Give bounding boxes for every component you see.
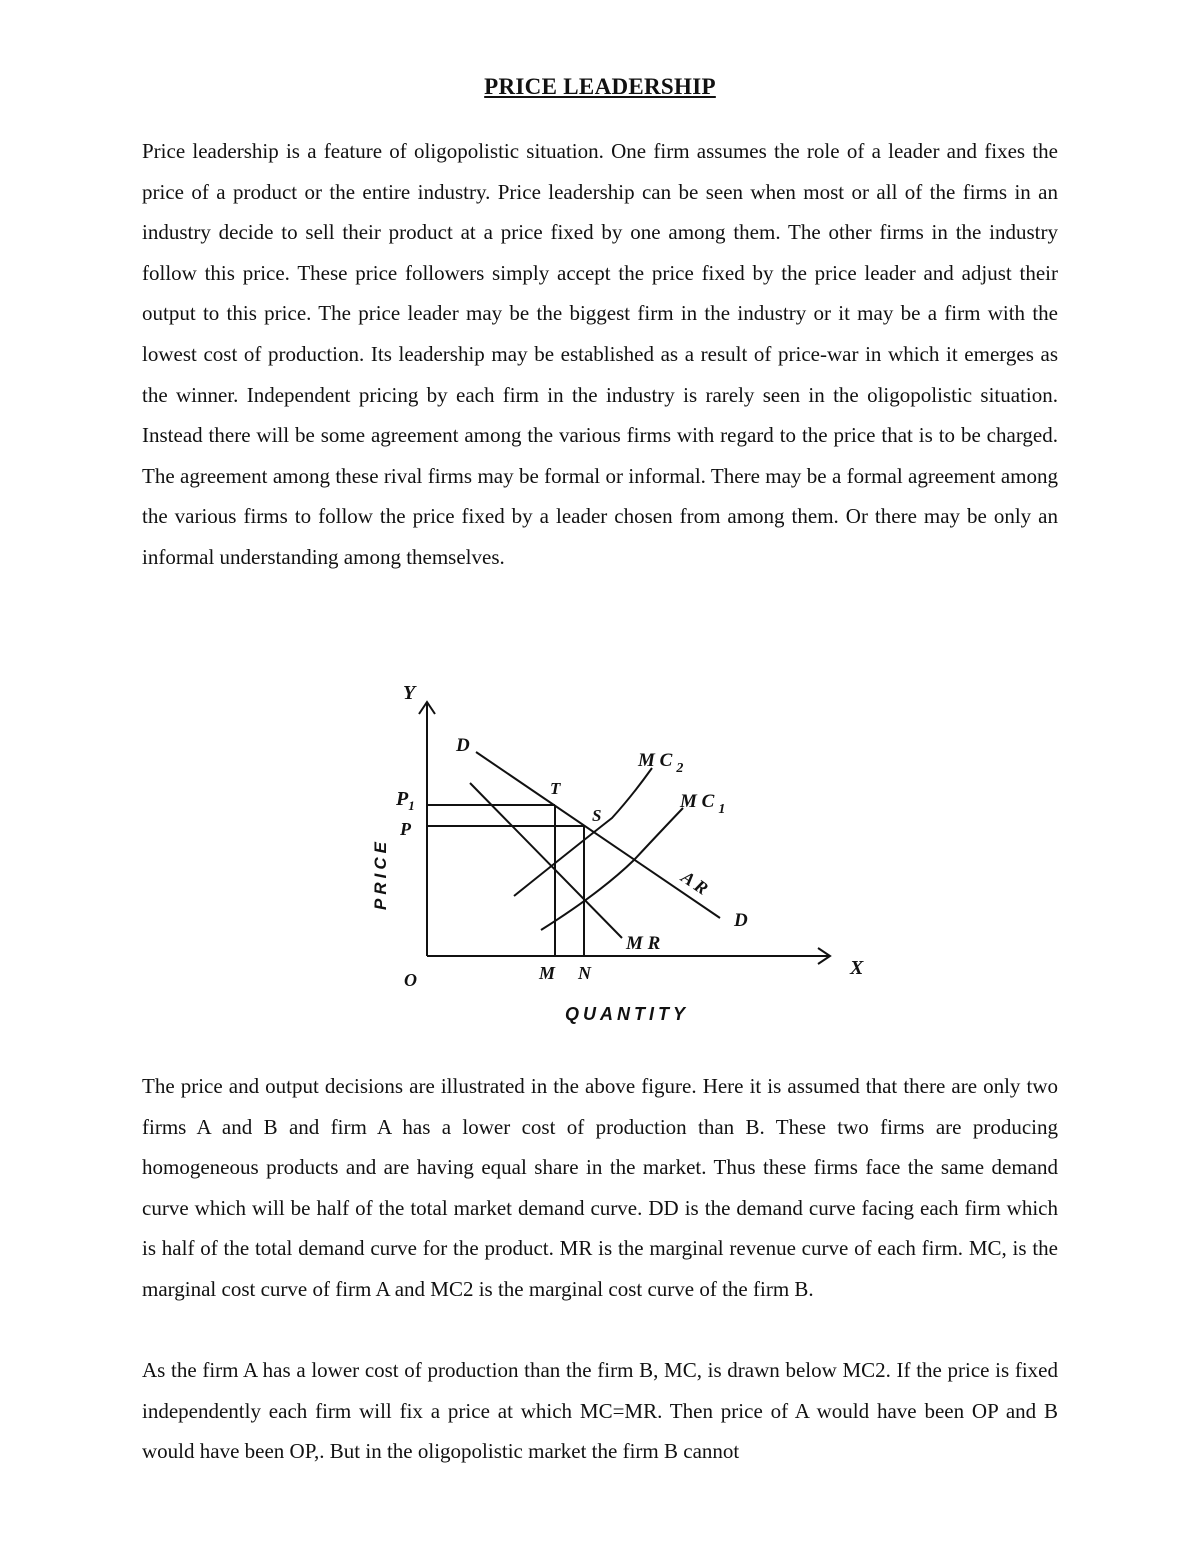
mc2-label-subscript: 2 [676,761,684,776]
mc2-label [637,750,683,776]
intro-paragraph: Price leadership is a feature of oligopolistic situation. One firm assumes the role of a leader and fixes the price of a product or the entire industry. Price leadership can be seen when most or all of the firms in an industry decide to sell their product at a price fixed by one among them. The other firms in the industry follow this price. These price followers simply accept the price fixed by the price leader and adjust their output to this price. The price leader may be the biggest firm in the industry or it may be a firm with the lowest cost of production. Its leadership may be established as a result of price-war in which it emerges as the winner. Independent pricing by each firm in the industry is rarely seen in the oligopolistic situation. Instead there will be some agreement among the various firms with regard to the price that is to be charged. The agreement among these rival firms may be formal or informal. There may be a formal agreement among the various firms to follow the price fixed by a leader chosen from among them. Or there may be only an informal understanding among themselves. [142,139,1058,569]
mc1-label-text: M C [680,791,715,812]
mc1-label [679,791,725,817]
d-top-label: D [456,735,470,756]
n-label: N [578,963,591,983]
t-point-label: T [550,779,561,798]
p1-label-text: P [396,788,409,810]
demand-ar-curve [476,752,720,918]
mc2-label-text: M C [638,750,673,771]
p1-label [395,788,415,813]
ar-label: A R [677,866,712,899]
x-axis-label: X [850,957,864,979]
continuation-paragraph: As the firm A has a lower cost of production than the firm B, MC, is drawn below MC2. If the price is fixed independently each firm will fix a price at which MC=MR. Then price of A would have been OP and B would have been OP,. But in the oligopolistic market the firm B cannot [142,1358,1058,1464]
d-bottom-label: D [734,910,748,931]
mc1-label-subscript: 1 [718,802,726,817]
price-axis-title: PRICE [371,838,390,910]
p1-label-subscript: 1 [408,798,415,813]
p-label: P [400,819,411,839]
y-axis-label: Y [403,682,416,704]
quantity-axis-title: QUANTITY [565,1004,689,1024]
s-point-label: S [592,806,602,825]
price-leadership-figure [300,668,900,1058]
mr-label: M R [626,933,661,954]
price-leadership-diagram [300,668,900,1058]
m-label: M [539,963,556,983]
explanation-paragraph: The price and output decisions are illustrated in the above figure. Here it is assumed that there are only two firms A and B and firm A has a lower cost of production than B. These two firms are producing homogeneous products and are having equal share in the market. Thus these firms face the same demand curve which will be half of the total market demand curve. DD is the demand curve facing each firm which is half of the total demand curve for the product. MR is the marginal revenue curve of each firm. MC, is the marginal cost curve of firm A and MC2 is the marginal cost curve of the firm B. [142,1074,1058,1301]
page-title: PRICE LEADERSHIP [484,74,716,99]
origin-label: O [404,970,417,990]
